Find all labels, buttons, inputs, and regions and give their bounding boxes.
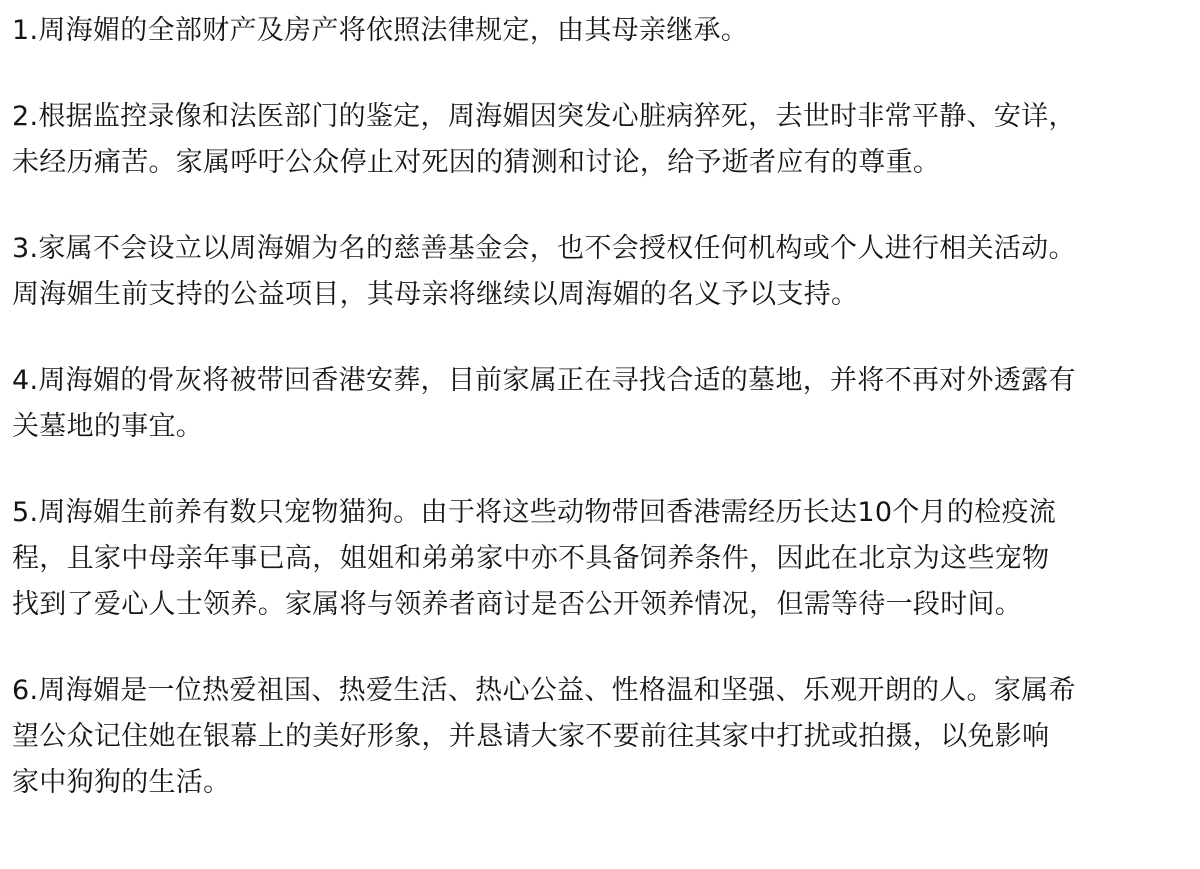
paragraph-2 <box>12 94 1176 186</box>
paragraph-3-line-2: 周海媚生前支持的公益项目，其母亲将继续以周海媚的名义予以支持。 <box>12 279 859 310</box>
paragraph-3-line-1: 3.家属不会设立以周海媚为名的慈善基金会，也不会授权任何机构或个人进行相关活动。 <box>12 233 1076 264</box>
paragraph-5-line-3: 找到了爱心人士领养。家属将与领养者商讨是否公开领养情况，但需等待一段时间。 <box>12 589 1023 620</box>
paragraph-6-line-2: 望公众记住她在银幕上的美好形象，并恳请大家不要前往其家中打扰或拍摄，以免影响 <box>12 721 1050 752</box>
paragraph-2-line-1: 2.根据监控录像和法医部门的鉴定，周海媚因突发心脏病猝死，去世时非常平静、安详， <box>12 101 1076 132</box>
paragraph-6-line-3: 家中狗狗的生活。 <box>12 767 231 798</box>
paragraph-5-line-1: 5.周海媚生前养有数只宠物猫狗。由于将这些动物带回香港需经历长达10个月的检疫流 <box>12 497 1057 528</box>
paragraph-5 <box>12 490 1176 628</box>
paragraph-6-line-1: 6.周海媚是一位热爱祖国、热爱生活、热心公益、性格温和坚强、乐观开朗的人。家属希 <box>12 675 1076 706</box>
paragraph-4 <box>12 358 1176 450</box>
paragraph-3 <box>12 226 1176 318</box>
paragraph-4-line-1: 4.周海媚的骨灰将被带回香港安葬，目前家属正在寻找合适的墓地，并将不再对外透露有 <box>12 365 1076 396</box>
paragraph-4-line-2: 关墓地的事宜。 <box>12 411 204 442</box>
paragraph-6 <box>12 668 1176 806</box>
paragraph-1-line-1: 1.周海媚的全部财产及房产将依照法律规定，由其母亲继承。 <box>12 15 749 46</box>
paragraph-2-line-2: 未经历痛苦。家属呼吁公众停止对死因的猜测和讨论，给予逝者应有的尊重。 <box>12 147 941 178</box>
paragraph-5-line-2: 程，且家中母亲年事已高，姐姐和弟弟家中亦不具备饲养条件，因此在北京为这些宠物 <box>12 543 1050 574</box>
paragraph-1 <box>12 8 1176 54</box>
